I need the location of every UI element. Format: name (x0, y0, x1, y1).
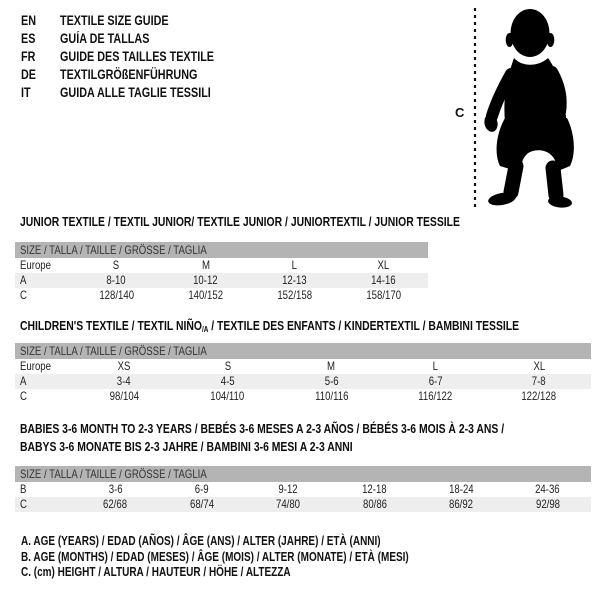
baby-silhouette-figure (450, 0, 600, 215)
table-body (15, 359, 591, 404)
row-label: Europe (20, 258, 51, 272)
title-subscript: /A (201, 325, 209, 334)
baby-silhouette-icon (483, 9, 574, 209)
row-label: Europe (20, 359, 51, 373)
lang-code: IT (21, 85, 31, 100)
table-cell: 8-10 (106, 273, 127, 287)
section-title-junior: JUNIOR TEXTILE / TEXTIL JUNIOR/ TEXTILE JUNIOR / JUNIORTEXTIL / JUNIOR TESSILE (20, 214, 460, 229)
table-cell: 24-36 (535, 482, 561, 496)
row-label: A (20, 374, 27, 388)
table-body (15, 482, 591, 512)
table-cell: S (113, 258, 120, 272)
lang-code: DE (21, 67, 37, 82)
table-cell: 10-12 (193, 273, 218, 287)
table-cell: 7-8 (532, 374, 547, 388)
table-cell: 6-7 (428, 374, 443, 388)
babies-size-table (15, 466, 591, 512)
table-cell: 3-6 (108, 482, 123, 496)
lang-row-it (21, 84, 253, 102)
row-label: A (20, 273, 27, 287)
children-size-table (15, 343, 591, 404)
legend-line-b: B. AGE (MONTHS) / EDAD (MESES) / ÂGE (MOIS) / ALTER (MONATE) / ETÀ (MESI) (21, 549, 409, 564)
table-row (15, 374, 591, 389)
table-cell: 110/116 (314, 389, 349, 403)
row-label: B (20, 482, 27, 496)
table-cell: XS (117, 359, 131, 373)
legend-line-a: A. AGE (YEARS) / EDAD (AÑOS) / ÂGE (ANS) / ALTER (JAHRE) / ETÀ (ANNI) (21, 534, 381, 548)
table-row (15, 273, 428, 288)
table-cell: 18-24 (448, 482, 474, 496)
table-cell: L (432, 359, 438, 373)
table-cell: 86/92 (449, 497, 474, 511)
table-cell: 12-13 (282, 273, 307, 287)
table-row (15, 359, 591, 374)
table-cell: L (291, 258, 298, 272)
lang-title: GUIDA ALLE TAGLIE TESSILI (60, 85, 211, 100)
legend-line-c: C. (cm) HEIGHT / ALTURA / HAUTEUR / HÖHE / ALTEZZA (21, 565, 291, 580)
table-cell: 152/158 (277, 288, 312, 302)
section-title-babies (20, 420, 600, 456)
height-measure-label: C (455, 105, 465, 120)
table-cell: 6-9 (194, 482, 209, 496)
lang-title: GUÍA DE TALLAS (60, 31, 150, 46)
table-cell: 116/122 (418, 389, 453, 403)
table-cell: 68/74 (189, 497, 214, 511)
measurement-legend (21, 534, 506, 581)
lang-row-es (21, 30, 253, 48)
table-cell: 12-18 (362, 482, 388, 496)
row-label: C (20, 288, 27, 302)
lang-row-en (21, 12, 253, 30)
table-cell: 3-4 (116, 374, 131, 388)
table-row (15, 389, 591, 404)
table-size-header: SIZE / TALLA / TAILLE / GRÖSSE / TAGLIA (15, 343, 591, 359)
table-cell: 4-5 (220, 374, 235, 388)
lang-title: TEXTILE SIZE GUIDE (60, 13, 169, 28)
table-cell: 122/128 (521, 389, 557, 403)
table-cell: S (224, 359, 231, 373)
table-body (15, 258, 428, 303)
lang-title: GUIDE DES TAILLES TEXTILE (60, 49, 215, 64)
table-cell: 98/104 (109, 389, 139, 403)
table-cell: 158/170 (366, 288, 401, 302)
table-size-header: SIZE / TALLA / TAILLE / GRÖSSE / TAGLIA (15, 242, 428, 258)
lang-title: TEXTILGRÖßENFÜHRUNG (60, 67, 198, 82)
language-title-block (21, 12, 253, 102)
lang-code: EN (21, 13, 37, 28)
section-title-children: CHILDREN'S TEXTILE / TEXTIL $NIÑO_{/A}$ / TEXTILE DES ENFANTS / KINDERTEXTIL / BAMBINI TESSILE (20, 318, 520, 334)
table-cell: 140/152 (188, 288, 223, 302)
table-cell: 74/80 (276, 497, 301, 511)
babies-title-line-2: BABYS 3-6 MONATE BIS 2-3 JAHRE / BAMBINI 3-6 MESI A 2-3 ANNI (20, 439, 353, 454)
table-cell: 128/140 (99, 288, 134, 302)
table-cell: 80/86 (362, 497, 387, 511)
table-cell: 104/110 (210, 389, 245, 403)
lang-code: ES (21, 31, 36, 46)
table-size-header: SIZE / TALLA / TAILLE / GRÖSSE / TAGLIA (15, 466, 591, 482)
lang-row-fr (21, 48, 253, 66)
table-row (15, 258, 428, 273)
table-cell: XL (533, 359, 545, 373)
table-cell: 14-16 (371, 273, 396, 287)
table-row (15, 497, 591, 512)
table-cell: 62/68 (103, 497, 128, 511)
junior-size-table (15, 242, 428, 303)
table-row (15, 482, 591, 497)
lang-row-de (21, 66, 253, 84)
table-row (15, 288, 428, 303)
babies-title-line-1: BABIES 3-6 MONTH TO 2-3 YEARS / BEBÉS 3-6 MESES A 2-3 AÑOS / BÉBÉS 3-6 MOIS À 2-3 ANS / (20, 421, 505, 436)
row-label: C (20, 389, 27, 403)
lang-code: FR (21, 49, 36, 64)
table-cell: M (327, 359, 336, 373)
row-label: C (20, 497, 27, 511)
table-cell: 9-12 (278, 482, 298, 496)
table-cell: 5-6 (324, 374, 339, 388)
table-cell: 92/98 (535, 497, 560, 511)
table-cell: M (201, 258, 210, 272)
table-cell: XL (377, 258, 390, 272)
